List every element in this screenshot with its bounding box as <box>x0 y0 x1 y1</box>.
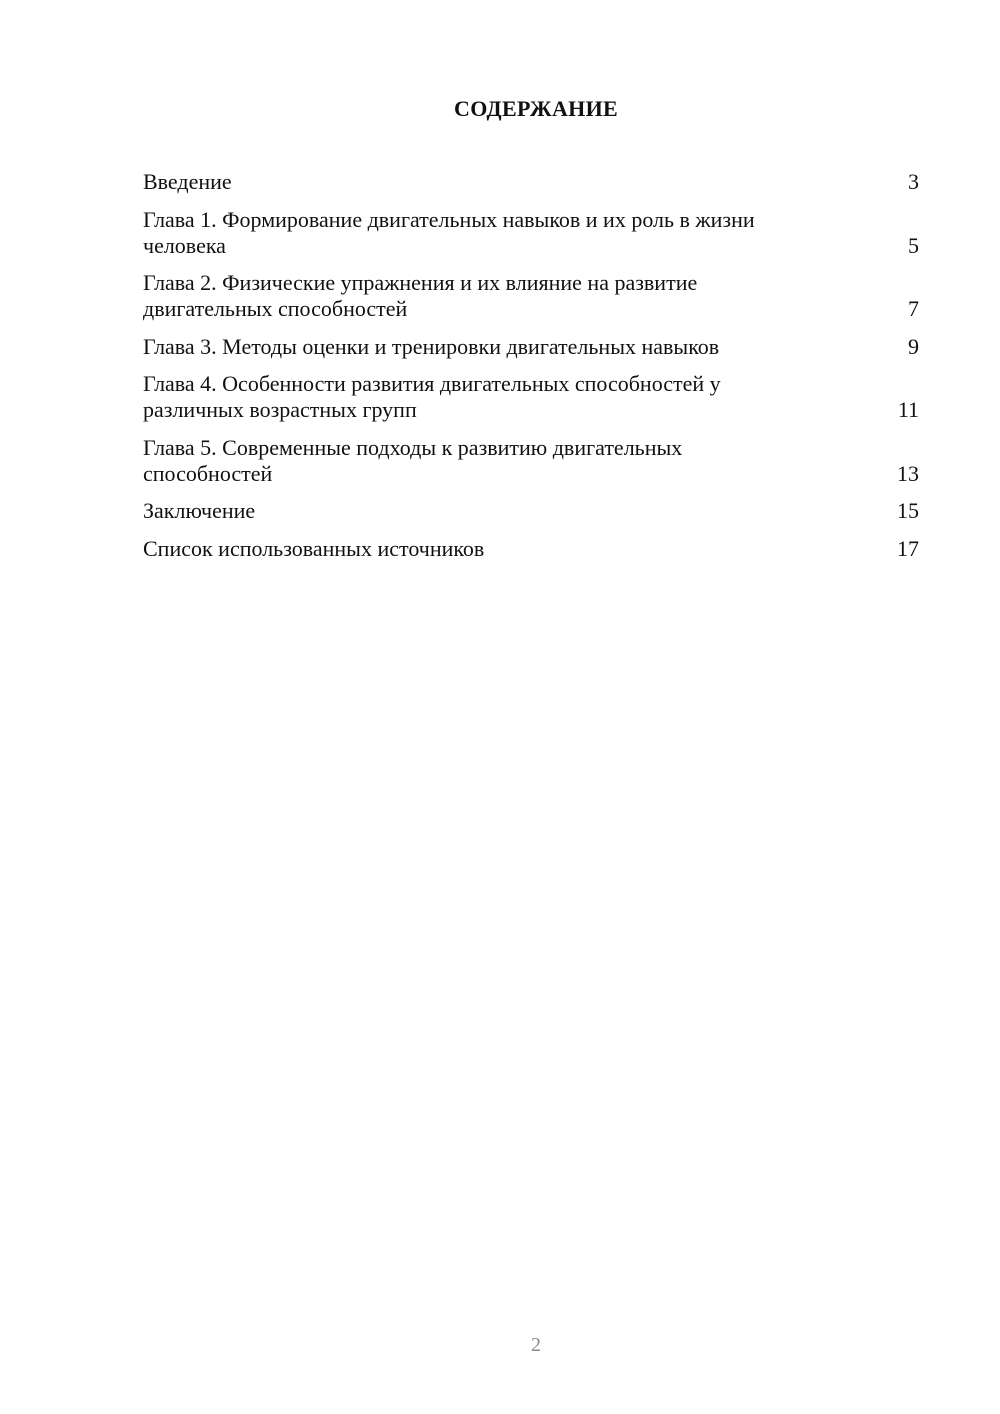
toc-entry-page: 9 <box>908 333 919 359</box>
toc-list <box>143 169 919 573</box>
toc-entry-chapter-5 <box>143 435 919 487</box>
toc-entry-page: 15 <box>897 498 919 523</box>
toc-entry-title: Список использованных источников <box>143 535 485 561</box>
toc-entry-title: Глава 3. Методы оценки и тренировки двигательных навыков <box>143 333 720 359</box>
toc-entry-title: Заключение <box>143 498 256 523</box>
toc-entry-title: Глава 4. Особенности развития двигательных способностей у различных возрастных групп <box>143 371 721 422</box>
toc-entry-chapter-4 <box>143 371 919 423</box>
toc-entry-conclusion <box>143 498 919 524</box>
toc-entry-page: 17 <box>897 535 919 561</box>
toc-entry-title: Глава 5. Современные подходы к развитию двигательных способностей <box>143 434 683 486</box>
page-number: 2 <box>531 1334 541 1356</box>
toc-entry-introduction <box>143 169 919 195</box>
toc-entry-chapter-3 <box>143 334 919 360</box>
toc-entry-title: Введение <box>143 169 232 194</box>
toc-entry-chapter-2 <box>143 270 919 322</box>
toc-entry-references <box>143 536 919 562</box>
toc-entry-chapter-1 <box>143 207 919 259</box>
toc-entry-page: 11 <box>897 397 919 422</box>
toc-entry-title: Глава 1. Формирование двигательных навыков и их роль в жизни человека <box>143 206 755 258</box>
toc-entry-page: 7 <box>908 296 919 321</box>
toc-entry-page: 3 <box>908 169 919 194</box>
toc-entry-page: 5 <box>908 232 919 258</box>
toc-heading: СОДЕРЖАНИЕ <box>454 96 618 121</box>
toc-entry-page: 13 <box>897 460 919 486</box>
toc-entry-title: Глава 2. Физические упражнения и их влияние на развитие двигательных способностей <box>143 270 698 321</box>
